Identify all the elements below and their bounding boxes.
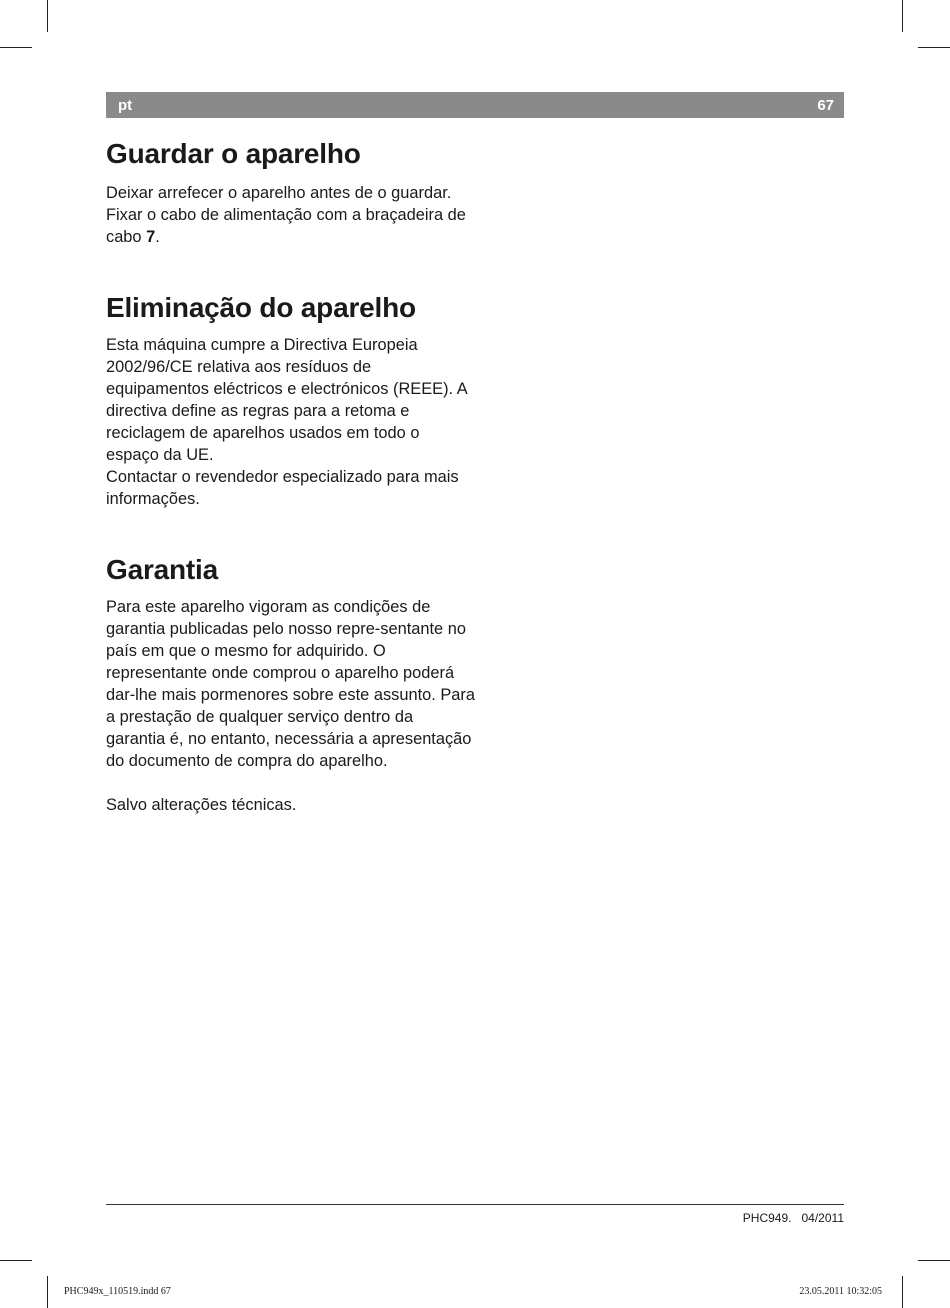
- paragraph-text: Fixar o cabo de alimentação com a braçadeira de cabo: [106, 206, 466, 246]
- crop-mark: [47, 0, 48, 32]
- footer-model-date: [743, 1211, 844, 1225]
- crop-mark: [0, 1260, 32, 1261]
- section-title: Garantia: [106, 554, 218, 585]
- main-content: [106, 134, 476, 816]
- crop-mark: [918, 47, 950, 48]
- paragraph: Deixar arrefecer o aparelho antes de o guardar.: [106, 184, 452, 202]
- paragraph: Contactar o revendedor especializado para mais informações.: [106, 468, 459, 508]
- slug-timestamp: 23.05.2011 10:32:05: [799, 1286, 882, 1297]
- crop-mark: [47, 1276, 48, 1308]
- section-disposal: [106, 288, 476, 510]
- crop-mark: [902, 1276, 903, 1308]
- footer-divider: [106, 1204, 844, 1205]
- paragraph: [106, 204, 476, 248]
- part-number: 7: [146, 228, 156, 246]
- section-warranty: [106, 550, 476, 816]
- section-storage: [106, 134, 476, 248]
- crop-mark: [0, 47, 32, 48]
- crop-mark: [918, 1260, 950, 1261]
- section-title: Eliminação do aparelho: [106, 292, 416, 323]
- page-number: 67: [817, 96, 834, 114]
- paragraph: Para este aparelho vigoram as condições de garantia publicadas pelo nosso repre-sentante no país em que o mesmo for adquirido. O representante onde comprou o aparelho poderá dar-lhe mais pormenores sobre este assunto. Para a prestação de qualquer serviço dentro da garantia é, no entanto, necessária a apresentação do documento de compra do aparelho.: [106, 598, 475, 770]
- model-number: PHC949.: [742, 1211, 792, 1225]
- paragraph: Esta máquina cumpre a Directiva Europeia 2002/96/CE relativa aos resíduos de equipamentos eléctricos e electrónicos (REEE). A directiva define as regras para a retoma e reciclagem de aparelhos usados em todo o espaço da UE.: [106, 336, 467, 464]
- crop-mark: [902, 0, 903, 32]
- paragraph: Salvo alterações técnicas.: [106, 796, 297, 814]
- edition-date: 04/2011: [801, 1211, 844, 1225]
- section-title: Guardar o aparelho: [106, 138, 361, 169]
- language-code: pt: [118, 96, 133, 114]
- slug-filename: PHC949x_110519.indd 67: [64, 1286, 171, 1297]
- paragraph-end: .: [155, 228, 160, 246]
- page-header: [106, 92, 844, 118]
